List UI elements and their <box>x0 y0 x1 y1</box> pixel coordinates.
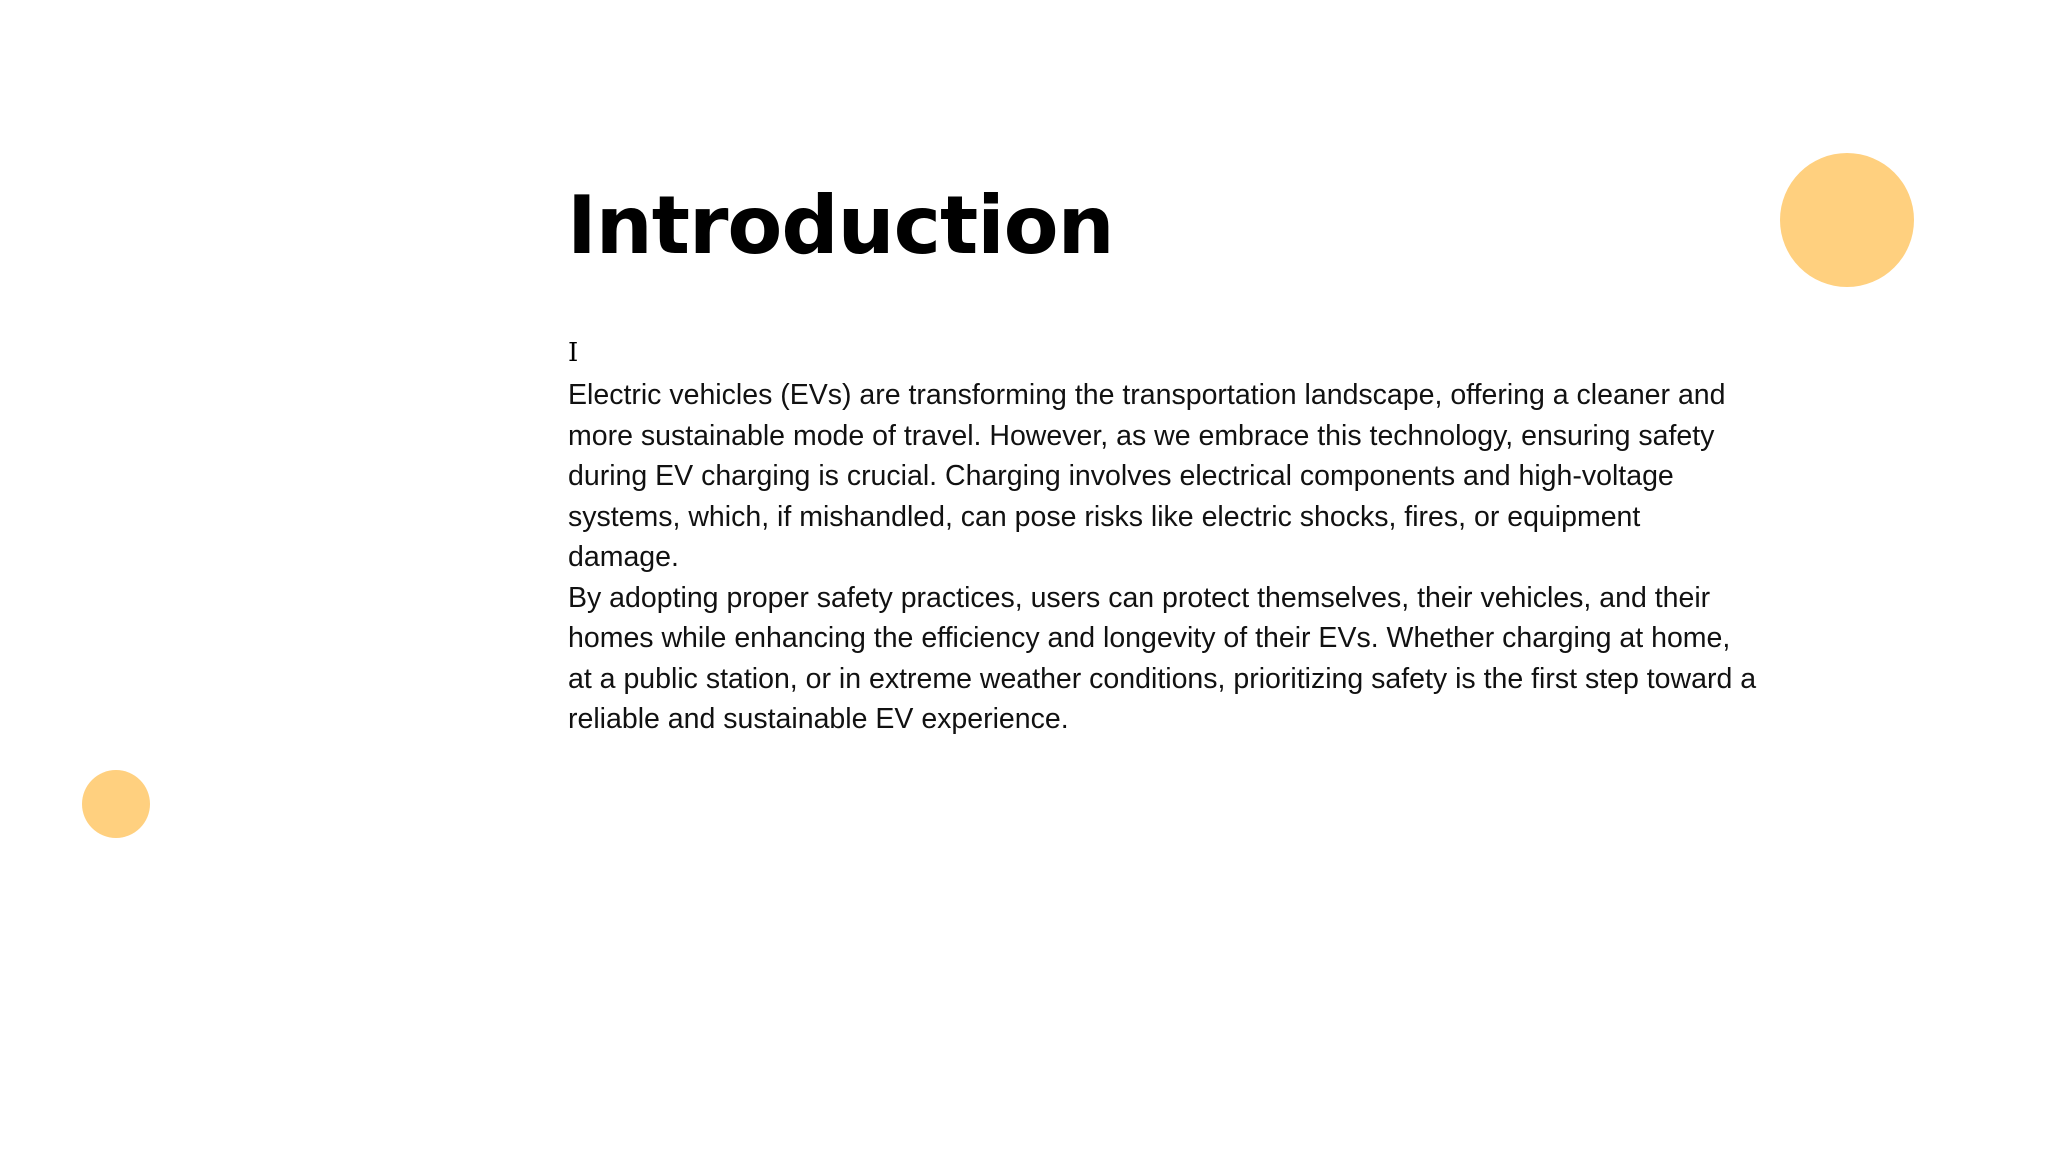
decorative-teal-ring <box>0 0 315 125</box>
decorative-yellow-circle-large <box>1780 153 1914 287</box>
decorative-yellow-circle-small <box>82 770 150 838</box>
slide-title: Introduction <box>567 179 1114 272</box>
body-paragraph-1: Electric vehicles (EVs) are transforming the transportation landscape, offering a cleaner and more sustainable mode of travel. However, as we embrace this technology, ensuring safety during EV charging is crucial. Charging involves electrical components and high-voltage systems, which, if mishandled, can pose risks like electric shocks, fires, or equipment damage. <box>568 379 1726 573</box>
body-paragraph-2: By adopting proper safety practices, users can protect themselves, their vehicles, and their homes while enhancing the efficiency and longevity of their EVs. Whether charging at home, at a public station, or in extreme weather conditions, prioritizing safety is the first step toward a reliable and sustainable EV experience. <box>568 581 1757 735</box>
body-text-box[interactable] <box>568 375 1758 740</box>
text-cursor-icon: I <box>568 338 579 368</box>
